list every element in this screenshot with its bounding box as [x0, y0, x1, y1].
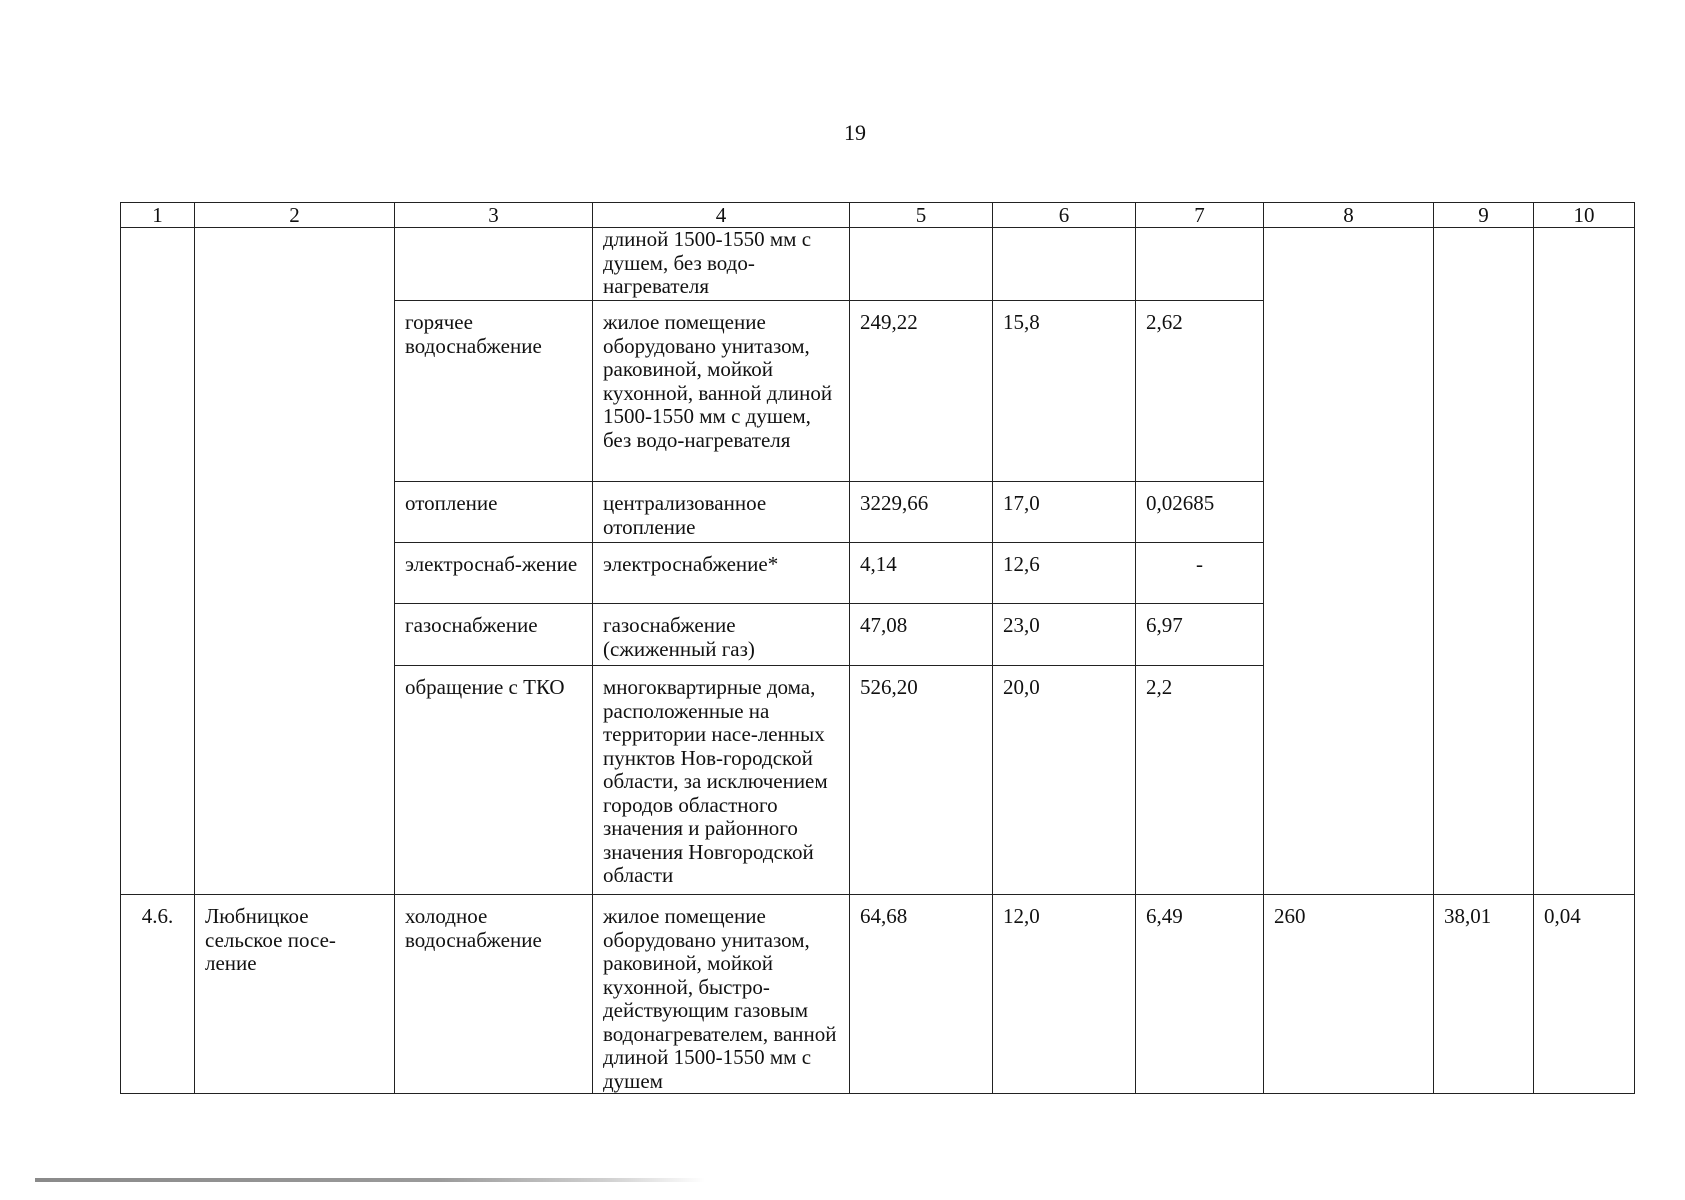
header-cell: 2 [195, 203, 395, 228]
cell-col7: 6,49 [1136, 895, 1264, 1094]
cell-col4: электроснабжение* [593, 543, 850, 604]
cell-col3: холодное водоснабжение [395, 895, 593, 1094]
header-cell: 9 [1434, 203, 1534, 228]
header-cell: 8 [1264, 203, 1434, 228]
cell-col2: Любницкое сельское посе-ление [195, 895, 395, 1094]
cell-col3: обращение с ТКО [395, 666, 593, 895]
cell-col3: газоснабжение [395, 604, 593, 666]
table-row [121, 895, 1635, 1094]
cell-col4: жилое помещение оборудовано унитазом, раковиной, мойкой кухонной, ванной длиной 1500-1550 мм с душем, без водо-нагревателя [593, 301, 850, 482]
cell-col4: газоснабжение (сжиженный газ) [593, 604, 850, 666]
cell-col2 [195, 228, 395, 895]
tariff-table [120, 202, 1635, 1094]
cell-col3: электроснаб-жение [395, 543, 593, 604]
header-cell: 1 [121, 203, 195, 228]
cell-col4: длиной 1500-1550 мм с душем, без водо-нагревателя [593, 228, 850, 301]
cell-col7: 2,2 [1136, 666, 1264, 895]
scan-artifact-line [35, 1178, 705, 1182]
cell-col6: 15,8 [993, 301, 1136, 482]
cell-col7: 2,62 [1136, 301, 1264, 482]
cell-col3: горячее водоснабжение [395, 301, 593, 482]
cell-col4: централизованное отопление [593, 482, 850, 543]
cell-col4: многоквартирные дома, расположенные на территории насе-ленных пунктов Нов-городской области, за исключением городов областного значения и районного значения Новгородской области [593, 666, 850, 895]
header-cell: 10 [1534, 203, 1635, 228]
cell-col8 [1264, 228, 1434, 895]
cell-col5: 4,14 [850, 543, 993, 604]
cell-col3: отопление [395, 482, 593, 543]
cell-col9 [1434, 228, 1534, 895]
cell-col1: 4.6. [121, 895, 195, 1094]
header-cell: 7 [1136, 203, 1264, 228]
header-row [121, 203, 1635, 228]
cell-col5: 47,08 [850, 604, 993, 666]
cell-col3 [395, 228, 593, 301]
cell-col9: 38,01 [1434, 895, 1534, 1094]
cell-col4: жилое помещение оборудовано унитазом, раковиной, мойкой кухонной, быстро-действующим газовым водонагревателем, ванной длиной 1500-1550 мм с душем [593, 895, 850, 1094]
cell-col10: 0,04 [1534, 895, 1635, 1094]
cell-col5: 3229,66 [850, 482, 993, 543]
cell-col6: 12,6 [993, 543, 1136, 604]
cell-col7: 0,02685 [1136, 482, 1264, 543]
cell-col10 [1534, 228, 1635, 895]
cell-col6 [993, 228, 1136, 301]
cell-col5: 526,20 [850, 666, 993, 895]
cell-col7 [1136, 228, 1264, 301]
cell-col6: 23,0 [993, 604, 1136, 666]
header-cell: 4 [593, 203, 850, 228]
header-cell: 5 [850, 203, 993, 228]
cell-col7: - [1136, 543, 1264, 604]
cell-col6: 12,0 [993, 895, 1136, 1094]
cell-col6: 17,0 [993, 482, 1136, 543]
cell-col5: 249,22 [850, 301, 993, 482]
cell-col5 [850, 228, 993, 301]
cell-col5: 64,68 [850, 895, 993, 1094]
page-number: 19 [844, 120, 866, 145]
header-cell: 6 [993, 203, 1136, 228]
cell-col1 [121, 228, 195, 895]
header-cell: 3 [395, 203, 593, 228]
cell-col7: 6,97 [1136, 604, 1264, 666]
cell-col6: 20,0 [993, 666, 1136, 895]
cell-col8: 260 [1264, 895, 1434, 1094]
table-row [121, 228, 1635, 301]
